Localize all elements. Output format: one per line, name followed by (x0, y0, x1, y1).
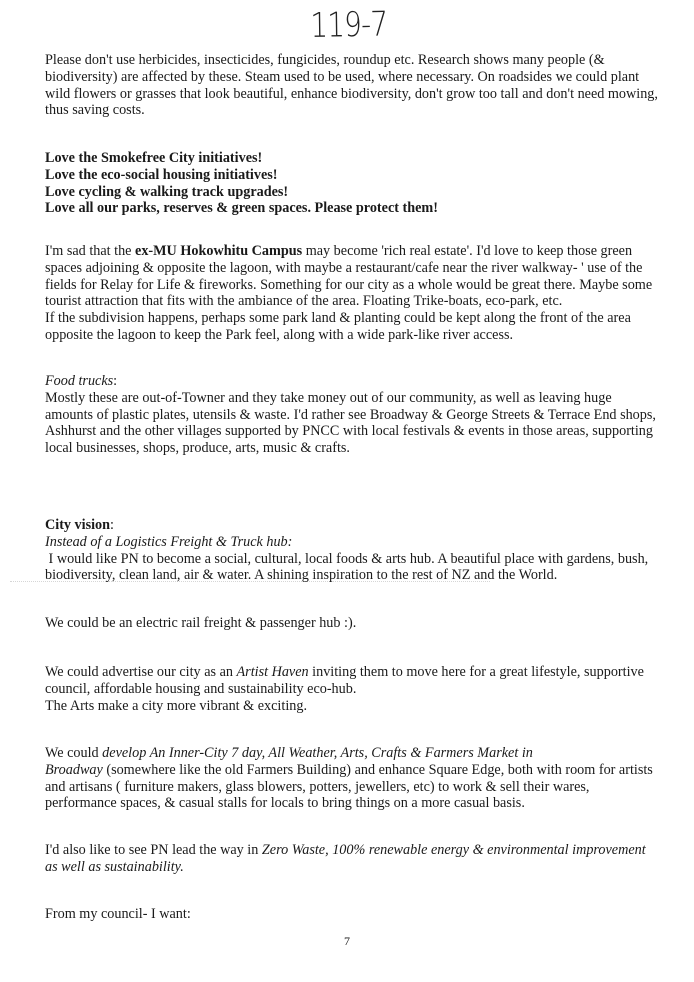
market-paragraph (45, 745, 660, 812)
food-trucks-section (45, 373, 660, 457)
heading-text: City vision (45, 517, 111, 533)
zero-waste-paragraph (45, 842, 660, 876)
text-line: and artisans ( furniture makers, glass blowers, potters, jewellers, etc) to work & sell their wares, (45, 778, 590, 795)
love-list (45, 150, 660, 217)
text-line: local businesses, shops, produce, arts, music & crafts. (45, 440, 350, 457)
pesticide-paragraph (45, 52, 660, 119)
text-line: We could be an electric rail freight & passenger hub :). (45, 615, 357, 631)
section-heading (45, 517, 660, 534)
text-segment: (somewhere like the old Farmers Building) and enhance Square Edge, both with room for artists (102, 761, 653, 778)
text-segment: I'm sad that the (45, 243, 136, 259)
text-segment: may become 'rich real estate'. I'd love to keep those green (302, 243, 633, 259)
subheading: Instead of a Logistics Freight & Truck hub: (45, 533, 293, 550)
market-italic: develop An Inner-City 7 day, All Weather, Arts, Crafts & Farmers Market in (102, 745, 533, 761)
text-line (45, 762, 660, 779)
heading-text: Food trucks (45, 373, 114, 389)
love-item: Love the eco-social housing initiatives! (45, 166, 278, 183)
text-segment: I'd also like to see PN lead the way in (45, 842, 262, 858)
text-line: performance spaces, & casual stalls for locals to bring things on a more casual basis. (45, 795, 525, 812)
text-line (45, 745, 660, 762)
rail-paragraph (45, 615, 660, 632)
text-line: spaces adjoining & opposite the lagoon, with maybe a restaurant/cafe near the river walkway- ' use of the (45, 259, 643, 276)
text-line: The Arts make a city more vibrant & exciting. (45, 697, 307, 714)
text-segment: We could advertise our city as an (45, 664, 237, 680)
text-line: thus saving costs. (45, 102, 145, 119)
heading-colon: : (110, 517, 114, 533)
love-item: Love all our parks, reserves & green spaces. Please protect them! (45, 200, 438, 217)
closing-paragraph (45, 906, 660, 923)
text-line (45, 664, 660, 681)
text-line: Mostly these are out-of-Towner and they take money out of our community, as well as leaving huge (45, 389, 612, 406)
page-number: 7 (344, 934, 350, 948)
text-line: fields for Relay for Life & fireworks. Something for our city as a whole would be great there. Maybe some (45, 276, 653, 293)
text-line: From my council- I want: (45, 906, 191, 922)
artist-paragraph (45, 664, 660, 714)
text-line (45, 842, 660, 859)
zero-waste-italic: Zero Waste, 100% renewable energy & environmental improvement (261, 842, 646, 858)
love-item: Love cycling & walking track upgrades! (45, 183, 289, 200)
city-vision-section (45, 517, 660, 584)
text-line: tourist attraction that fits with the ambiance of the area. Floating Trike-boats, eco-park, etc. (45, 293, 563, 310)
text-line: amounts of plastic plates, utensils & waste. I'd rather see Broadway & George Streets & Terrace End shops, (45, 406, 656, 423)
campus-name: ex-MU Hokowhitu Campus (135, 243, 303, 259)
text-line: as well as sustainability. (45, 858, 184, 875)
text-line: I would like PN to become a social, cultural, local foods & arts hub. A beautiful place with gardens, bush, (45, 550, 649, 567)
text-line: council, affordable housing and sustainability eco-hub. (45, 680, 357, 697)
text-line: Ashhurst and the other villages supported by PNCC with local festivals & events in those areas, supporting (45, 423, 653, 440)
text-segment: inviting them to move here for a great lifestyle, supportive (308, 664, 644, 680)
text-line: Please don't use herbicides, insecticides, fungicides, roundup etc. Research shows many people (& (45, 52, 605, 68)
text-segment: We could (45, 745, 103, 761)
heading-colon: : (113, 373, 118, 389)
text-line: opposite the lagoon to keep the Park feel, along with a wide park-like river access. (45, 326, 514, 343)
campus-paragraph (45, 243, 660, 344)
text-line (45, 243, 660, 260)
handwritten-page-number: 119-7 (310, 4, 388, 46)
text-line: biodiversity, clean land, air & water. A shining inspiration to the rest of NZ and the World. (45, 567, 558, 584)
love-item: Love the Smokefree City initiatives! (45, 150, 263, 166)
text-line: If the subdivision happens, perhaps some park land & planting could be kept along the front of the area (45, 310, 631, 327)
section-heading (45, 373, 660, 390)
text-line: biodiversity) are affected by these. Steam used to be used, where necessary. On roadsides we could plant (45, 68, 640, 85)
market-italic: Broadway (45, 761, 103, 778)
text-line: wild flowers or grasses that look beautiful, enhance biodiversity, don't grow too tall and don't need mowing, (45, 85, 658, 102)
artist-haven: Artist Haven (236, 664, 309, 680)
